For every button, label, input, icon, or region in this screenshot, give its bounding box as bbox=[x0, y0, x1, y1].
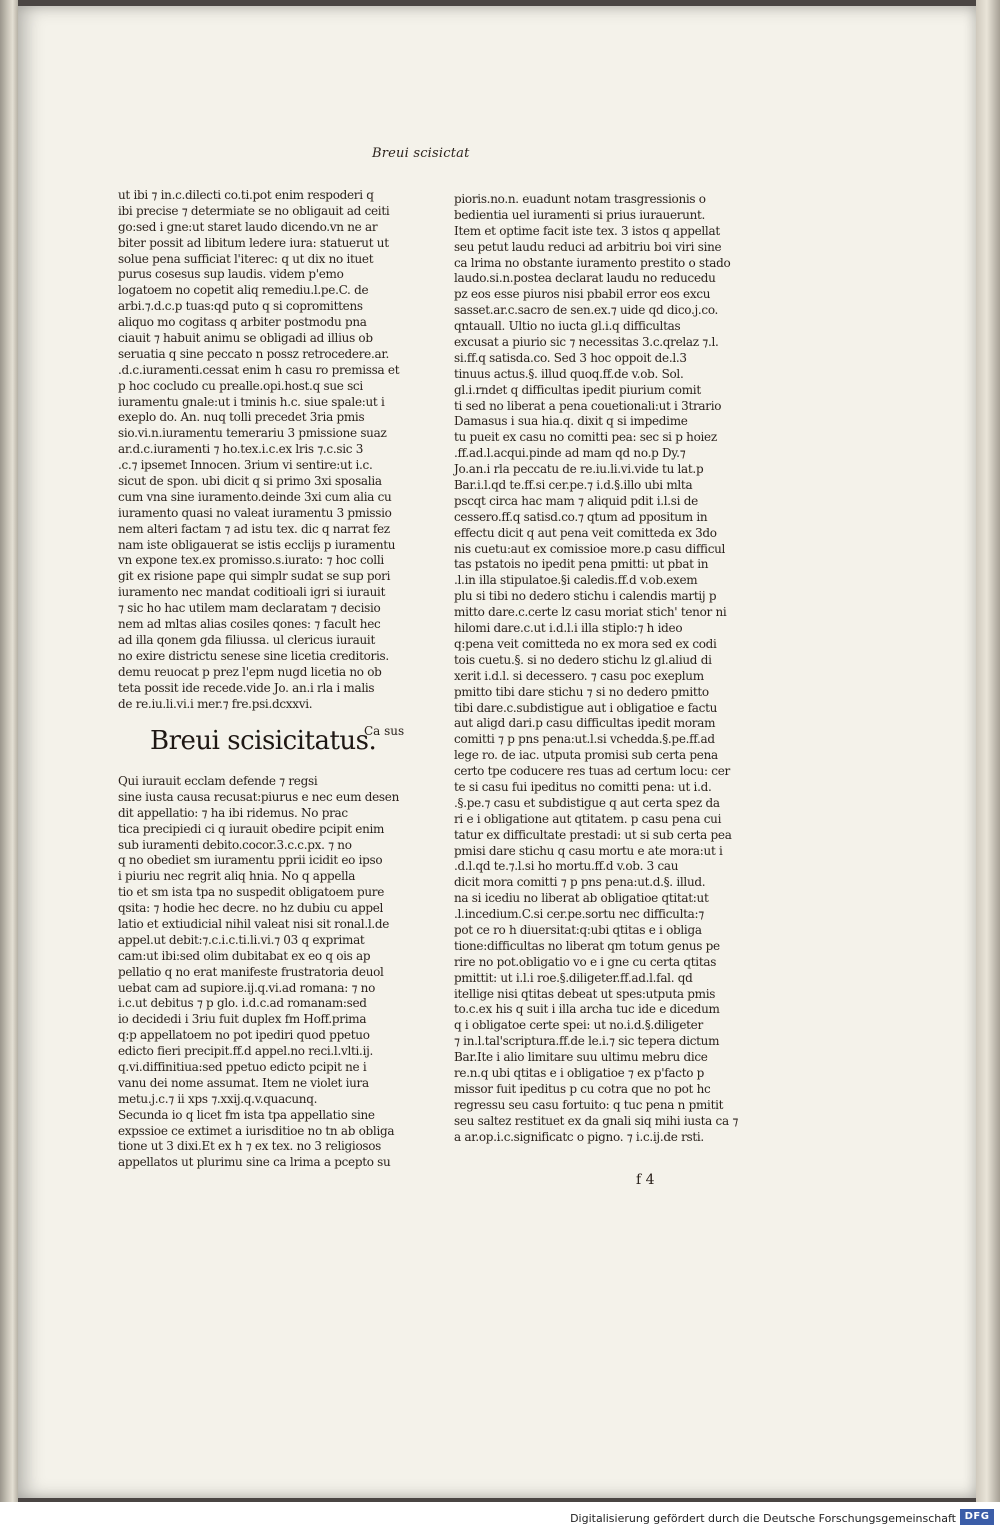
text-line: go:sed i gne:ut staret laudo dicendo.vn ne ar bbox=[118, 219, 378, 234]
text-line: te si casu fui ipeditus no comitti pena: ut i.d. bbox=[454, 779, 712, 794]
text-line: Qui iurauit ecclam defende ⁊ regsi bbox=[118, 774, 318, 788]
text-line: regressu seu casu fortuito: q tuc pena n pmitit bbox=[454, 1097, 724, 1112]
text-line: dit appellatio: ⁊ ha ibi ridemus. No prac bbox=[118, 805, 348, 820]
text-line: pioris.no.n. euadunt notam trasgressionis o bbox=[454, 192, 706, 206]
text-line: ad illa qonem gda filiussa. ul clericus iurauit bbox=[118, 632, 375, 647]
text-line: laudo.si.n.postea declarat laudu no reducedu bbox=[454, 271, 716, 286]
text-line: sio.vi.n.iuramentu temerariu 3 pmissione suaz bbox=[118, 426, 387, 441]
text-line: iuramentu gnale:ut i tminis h.c. siue spale:ut i bbox=[118, 394, 385, 409]
text-line: sicut de spon. ubi dicit q si primo 3xi sposalia bbox=[118, 474, 382, 489]
text-line: lege ro. de iac. utputa promisi sub certa pena bbox=[454, 748, 718, 763]
text-line: q:pena veit comitteda no ex mora sed ex codi bbox=[454, 636, 717, 651]
text-line: latio et extiudicial nihil valeat nisi sit ronal.l.de bbox=[118, 917, 390, 932]
text-line: cam:ut ibi:sed olim dubitabat ex eo q ois ap bbox=[118, 948, 371, 963]
page-fore-edge bbox=[976, 0, 1000, 1502]
text-line: q i obligatoe certe spei: ut no.i.d.§.diligeter bbox=[454, 1018, 703, 1033]
text-line: seu saltez restituet ex da gnali siq mihi iusta ca ⁊ bbox=[454, 1113, 739, 1128]
text-line: arbi.⁊.d.c.p tuas:qd puto q si copromittens bbox=[118, 299, 363, 314]
text-line: logatoem no copetit aliq remediu.l.pe.C. de bbox=[118, 283, 369, 298]
text-line: .§.pe.⁊ casu et subdistigue q aut certa spez da bbox=[454, 795, 720, 810]
text-line: sub iuramenti debito.cocor.3.c.c.px. ⁊ no bbox=[118, 837, 352, 852]
text-line: ibi precise ⁊ determiate se no obligauit ad ceiti bbox=[118, 203, 390, 218]
text-line: solue pena sufficiat l'iterec: q ut dix no ituet bbox=[118, 251, 374, 266]
text-line: tas pstatois no ipedit pena pmitti: ut pbat in bbox=[454, 557, 709, 572]
section-heading-block bbox=[150, 726, 376, 756]
text-line: tois cuetu.§. si no dedero stichu lz gl.aliud di bbox=[454, 652, 712, 667]
text-line: plu si tibi no dedero stichu i calendis martij p bbox=[454, 589, 717, 604]
text-line: re.n.q ubi qtitas e i obligatioe ⁊ ex p'facto p bbox=[454, 1065, 705, 1080]
text-line: pscqt circa hac mam ⁊ aliquid pdit i.l.si de bbox=[454, 493, 698, 508]
text-line: git ex risione pape qui simplr sudat se sup pori bbox=[118, 569, 391, 584]
text-line: aliquo mo cogitass q arbiter postmodu pna bbox=[118, 315, 367, 330]
text-line: Damasus i sua hia.q. dixit q si impedime bbox=[454, 414, 688, 429]
footer-bar bbox=[0, 1502, 1000, 1534]
text-line: .l.in illa stipulatoe.§i caledis.ff.d v.ob.exem bbox=[454, 573, 698, 588]
text-line: sasset.ar.c.sacro de sen.ex.⁊ uide qd dico.j.co. bbox=[454, 303, 719, 318]
text-line: seu petut laudu reduci ad arbitriu boi viri sine bbox=[454, 239, 722, 254]
text-line: to.c.ex his q suit i illa archa tuc ide e dicedum bbox=[454, 1002, 720, 1017]
text-line: appel.ut debit:⁊.c.i.c.ti.li.vi.⁊ 03 q exprimat bbox=[118, 932, 365, 947]
text-line: comitti ⁊ p pns pena:ut.l.si vchedda.§.pe.ff.ad bbox=[454, 732, 715, 747]
text-line: iuramento quasi no valeat iuramentu 3 pmissio bbox=[118, 505, 392, 520]
text-line: qsita: ⁊ hodie hec decre. no hz dubiu cu appel bbox=[118, 901, 384, 916]
text-line: bedientia uel iuramenti si prius iurauerunt. bbox=[454, 207, 706, 222]
text-line: seruatia q sine peccato n possz retrocedere.ar. bbox=[118, 346, 389, 361]
text-line: nis cuetu:aut ex comissioe more.p casu difficul bbox=[454, 541, 726, 556]
text-line: biter possit ad libitum ledere iura: statuerut ut bbox=[118, 235, 389, 250]
text-line: sine iusta causa recusat:piurus e nec eum desen bbox=[118, 789, 400, 804]
text-line: pot ce ro h diuersitat:q:ubi qtitas e i obliga bbox=[454, 922, 702, 937]
text-line: nem ad mltas alias cosiles qones: ⁊ facult hec bbox=[118, 617, 381, 632]
text-line: i.c.ut debitus ⁊ p glo. i.d.c.ad romanam:sed bbox=[118, 996, 367, 1011]
text-line: appellatos ut plurimu sine ca lrima a pcepto su bbox=[118, 1155, 391, 1170]
text-line: q.vi.diffinitiua:sed ppetuo edicto pcipit ne i bbox=[118, 1060, 367, 1075]
text-line: ⁊ in.l.tal'scriptura.ff.de le.i.⁊ sic tepera dictum bbox=[454, 1034, 720, 1049]
text-line: missor fuit ipeditus p cu cotra que no pot hc bbox=[454, 1081, 711, 1096]
text-line: Bar.Ite i alio limitare suu ultimu mebru dice bbox=[454, 1050, 708, 1065]
text-line: cessero.ff.q satisd.co.⁊ qtum ad ppositum in bbox=[454, 509, 708, 524]
text-line: nem alteri factam ⁊ ad istu tex. dic q narrat fez bbox=[118, 521, 390, 536]
text-line: dicit mora comitti ⁊ p pns pena:ut.d.§. illud. bbox=[454, 875, 706, 890]
text-line: de re.iu.li.vi.i mer.⁊ fre.psi.dcxxvi. bbox=[118, 696, 313, 711]
text-line: ut ibi ⁊ in.c.dilecti co.ti.pot enim respoderi q bbox=[118, 188, 374, 202]
text-line: p hoc cocludo cu prealle.opi.host.q sue sci bbox=[118, 378, 363, 393]
left-column bbox=[118, 188, 400, 712]
text-line: tatur ex difficultate prestadi: ut si sub certa pea bbox=[454, 827, 732, 842]
text-line: rire no pot.obligatio vo e i gne cu certa qtitas bbox=[454, 954, 717, 969]
text-line: exeplo do. An. nuq tolli precedet 3ria pmis bbox=[118, 410, 365, 425]
text-line: tione ut 3 dixi.Et ex h ⁊ ex tex. no 3 religiosos bbox=[118, 1139, 382, 1154]
text-line: tio et sm ista tpa no suspedit obligatoem pure bbox=[118, 885, 385, 900]
text-line: pz eos esse piuros nisi pbabil error eos excu bbox=[454, 287, 711, 302]
text-line: qntauall. Ultio no iucta gl.i.q difficultas bbox=[454, 319, 681, 334]
text-line: iuramento nec mandat coditioali igri si iurauit bbox=[118, 585, 386, 600]
text-line: tu pueit ex casu no comitti pea: sec si p hoiez bbox=[454, 430, 717, 445]
text-line: effectu dicit q aut pena veit comitteda ex 3do bbox=[454, 525, 717, 540]
folio-mark: f 4 bbox=[636, 1172, 655, 1188]
text-line: ri e i obligatione aut qtitatem. p casu pena cui bbox=[454, 811, 722, 826]
text-line: na si icediu no liberat ab obligatioe qtitat:ut bbox=[454, 891, 709, 906]
text-line: nam iste obligauerat se istis ecclijs p iuramentu bbox=[118, 537, 396, 552]
text-line: pmittit: ut i.l.i roe.§.diligeter.ff.ad.l.fal. qd bbox=[454, 970, 693, 985]
text-line: ciauit ⁊ habuit animu se obligadi ad illius ob bbox=[118, 331, 373, 346]
text-line: uebat cam ad supiore.ij.q.vi.ad romana: ⁊ no bbox=[118, 980, 376, 995]
text-line: Secunda io q licet fm ista tpa appellatio sine bbox=[118, 1107, 375, 1122]
text-line: cum vna sine iuramento.deinde 3xi cum alia cu bbox=[118, 489, 392, 504]
right-column bbox=[454, 192, 739, 1145]
text-line: tione:difficultas no liberat qm totum genus pe bbox=[454, 938, 720, 953]
text-line: vn expone tex.ex promisso.s.iurato: ⁊ hoc colli bbox=[118, 553, 384, 568]
text-line: Jo.an.i rla peccatu de re.iu.li.vi.vide tu lat.p bbox=[454, 462, 704, 477]
text-line: no exire districtu senese sine licetia creditoris. bbox=[118, 648, 389, 663]
text-line: edicto fieri precipit.ff.d appel.no reci.l.vlti.ij. bbox=[118, 1044, 374, 1059]
text-line: certo tpe coducere res tuas ad certum locu: cer bbox=[454, 764, 730, 779]
text-line: .l.incedium.C.si cer.pe.sortu nec difficulta:⁊ bbox=[454, 907, 704, 922]
text-line: .d.c.iuramenti.cessat enim h casu ro premissa et bbox=[118, 362, 400, 377]
text-line: pmitto tibi dare stichu ⁊ si no dedero pmitto bbox=[454, 684, 709, 699]
text-line: hilomi dare.c.ut i.d.l.i illa stiplo:⁊ h ideo bbox=[454, 621, 683, 636]
text-line: pmisi dare stichu q casu mortu e ate mora:ut i bbox=[454, 843, 723, 858]
text-line: ca lrima no obstante iuramento prestito o stado bbox=[454, 255, 731, 270]
text-line: xerit i.d.l. si decessero. ⁊ casu poc exeplum bbox=[454, 668, 704, 683]
text-line: tibi dare.c.subdistigue aut i obligatioe e factu bbox=[454, 700, 718, 715]
text-line: q:p appellatoem no pot ipediri quod ppetuo bbox=[118, 1028, 370, 1043]
text-line: q no obediet sm iuramentu pprii icidit eo ipso bbox=[118, 853, 383, 868]
facing-page-edge bbox=[0, 0, 18, 1502]
section-heading-tag: Ca sus bbox=[364, 724, 405, 738]
dfg-logo: DFG bbox=[960, 1509, 994, 1525]
left-column-continued bbox=[118, 774, 400, 1171]
text-line: itellige nisi qtitas debeat ut spes:utputa pmis bbox=[454, 986, 716, 1001]
text-line: tinuus actus.§. illud quoq.ff.de v.ob. Sol. bbox=[454, 366, 684, 381]
text-line: .d.l.qd te.⁊.l.si ho mortu.ff.d v.ob. 3 cau bbox=[454, 859, 679, 874]
text-line: si.ff.q satisda.co. Sed 3 hoc oppoit de.l.3 bbox=[454, 350, 687, 365]
text-line: expssioe ce extimet a iurisditioe no tn ab obliga bbox=[118, 1123, 395, 1138]
text-line: ar.d.c.iuramenti ⁊ ho.tex.i.c.ex lris ⁊.c.sic 3 bbox=[118, 442, 364, 457]
text-line: i piuriu nec regrit aliq hnia. No q appella bbox=[118, 869, 356, 884]
text-line: ⁊ sic ho hac utilem mam declaratam ⁊ decisio bbox=[118, 601, 381, 616]
text-line: metu.j.c.⁊ ii xps ⁊.xxij.q.v.quacunq. bbox=[118, 1091, 318, 1106]
text-line: .ff.ad.l.acqui.pinde ad mam qd no.p Dy.⁊ bbox=[454, 446, 686, 461]
text-line: io decidedi i 3riu fuit duplex fm Hoff.prima bbox=[118, 1012, 367, 1027]
text-line: demu reuocat p prez l'epm nugd licetia no ob bbox=[118, 664, 382, 679]
section-heading: Breui scisicitatus. bbox=[150, 726, 377, 756]
text-line: ti sed no liberat a pena couetionali:ut i 3trario bbox=[454, 398, 722, 413]
text-line: aut aligd dari.p casu difficultas ipedit moram bbox=[454, 716, 716, 731]
text-line: teta possit ide recede.vide Jo. an.i rla i malis bbox=[118, 680, 375, 695]
text-line: mitto dare.c.certe lz casu moriat stich' tenor ni bbox=[454, 605, 727, 620]
text-line: purus cosesus sup laudis. videm p'emo bbox=[118, 267, 344, 282]
running-head: Breui scisictat bbox=[372, 146, 470, 161]
text-line: a ar.op.i.c.significatc o pigno. ⁊ i.c.ij.de rsti. bbox=[454, 1129, 704, 1144]
text-line: Bar.i.l.qd te.ff.si cer.pe.⁊ i.d.§.illo ubi mlta bbox=[454, 478, 693, 493]
text-line: Item et optime facit iste tex. 3 istos q appellat bbox=[454, 223, 720, 238]
text-line: pellatio q no erat manifeste frustratoria deuol bbox=[118, 964, 384, 979]
text-line: tica precipiedi ci q iurauit obedire pcipit enim bbox=[118, 821, 385, 836]
text-line: excusat a piurio sic ⁊ necessitas 3.c.qrelaz ⁊.l. bbox=[454, 335, 719, 350]
text-line: gl.i.rndet q difficultas ipedit piurium comit bbox=[454, 382, 701, 397]
text-line: .c.⁊ ipsemet Innocen. 3rium vi sentire:ut i.c. bbox=[118, 458, 373, 473]
text-line: vanu dei nome assumat. Item ne violet iura bbox=[118, 1075, 369, 1090]
footer-credit: Digitalisierung gefördert durch die Deutsche Forschungsgemeinschaft bbox=[570, 1512, 956, 1525]
